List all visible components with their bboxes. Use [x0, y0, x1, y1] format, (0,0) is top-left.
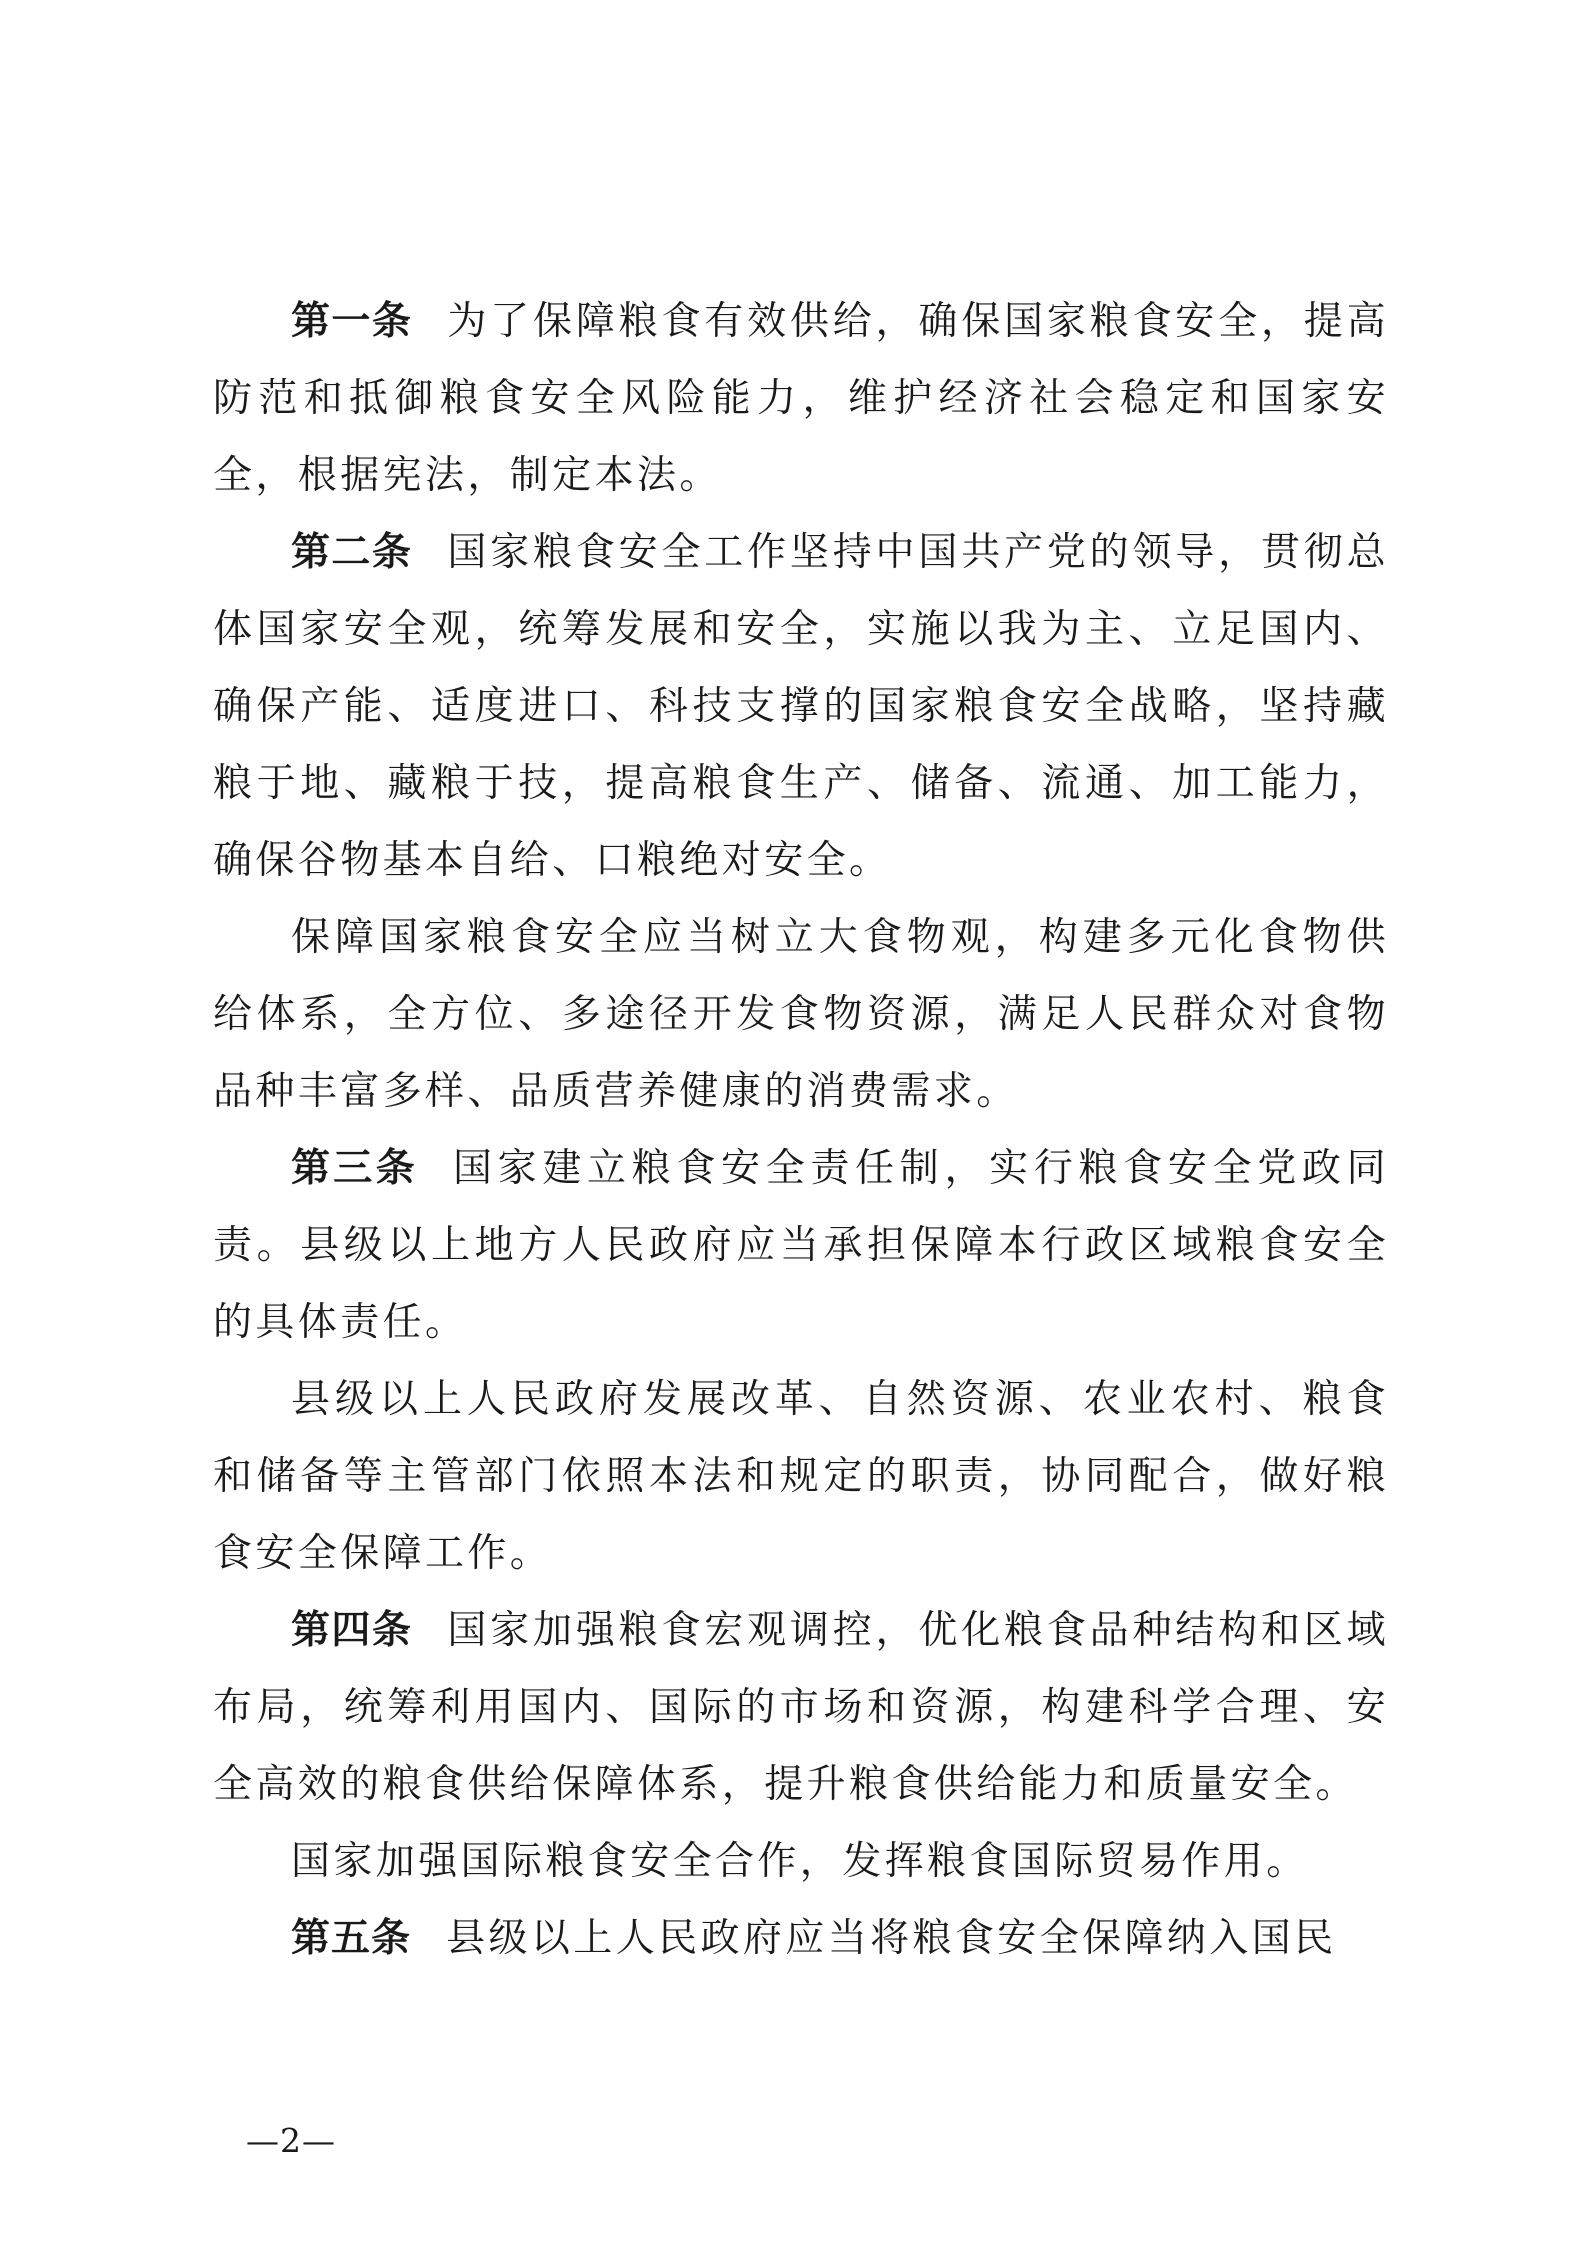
article-heading: 第四条	[291, 1608, 413, 1653]
paragraph-text: 县级以上人民政府发展改革、自然资源、农业农村、粮食和储备等主管部门依照本法和规定的职责，协同配合，做好粮食安全保障工作。	[213, 1377, 1389, 1576]
paragraph-text: 国家建立粮食安全责任制，实行粮食安全党政同责。县级以上地方人民政府应当承担保障本行政区域粮食安全的具体责任。	[213, 1146, 1389, 1345]
paragraph-article-1	[213, 283, 1389, 514]
paragraph-article-4-clause-2	[213, 1823, 1389, 1900]
article-heading: 第五条	[291, 1916, 412, 1961]
paragraph-article-3-clause-2	[213, 1361, 1389, 1592]
document-body	[213, 283, 1389, 1977]
paragraph-text: 国家加强国际粮食安全合作，发挥粮食国际贸易作用。	[291, 1839, 1309, 1884]
paragraph-text: 保障国家粮食安全应当树立大食物观，构建多元化食物供给体系，全方位、多途径开发食物资源，满足人民群众对食物品种丰富多样、品质营养健康的消费需求。	[213, 915, 1389, 1114]
article-heading: 第二条	[291, 530, 413, 575]
article-heading: 第一条	[291, 299, 413, 344]
page-number: —2—	[246, 2121, 336, 2160]
paragraph-text: 为了保障粮食有效供给，确保国家粮食安全，提高防范和抵御粮食安全风险能力，维护经济社会稳定和国家安全，根据宪法，制定本法。	[213, 299, 1389, 498]
paragraph-article-4	[213, 1592, 1389, 1823]
paragraph-text: 国家粮食安全工作坚持中国共产党的领导，贯彻总体国家安全观，统筹发展和安全，实施以我为主、立足国内、确保产能、适度进口、科技支撑的国家粮食安全战略，坚持藏粮于地、藏粮于技，提高粮食生产、储备、流通、加工能力，确保谷物基本自给、口粮绝对安全。	[213, 530, 1389, 883]
paragraph-article-2-clause-2	[213, 899, 1389, 1130]
paragraph-text: 县级以上人民政府应当将粮食安全保障纳入国民	[446, 1916, 1337, 1961]
article-heading: 第三条	[291, 1146, 418, 1191]
paragraph-article-3	[213, 1130, 1389, 1361]
paragraph-article-5	[213, 1900, 1389, 1977]
paragraph-text: 国家加强粮食宏观调控，优化粮食品种结构和区域布局，统筹利用国内、国际的市场和资源，构建科学合理、安全高效的粮食供给保障体系，提升粮食供给能力和质量安全。	[213, 1608, 1389, 1807]
paragraph-article-2	[213, 514, 1389, 899]
